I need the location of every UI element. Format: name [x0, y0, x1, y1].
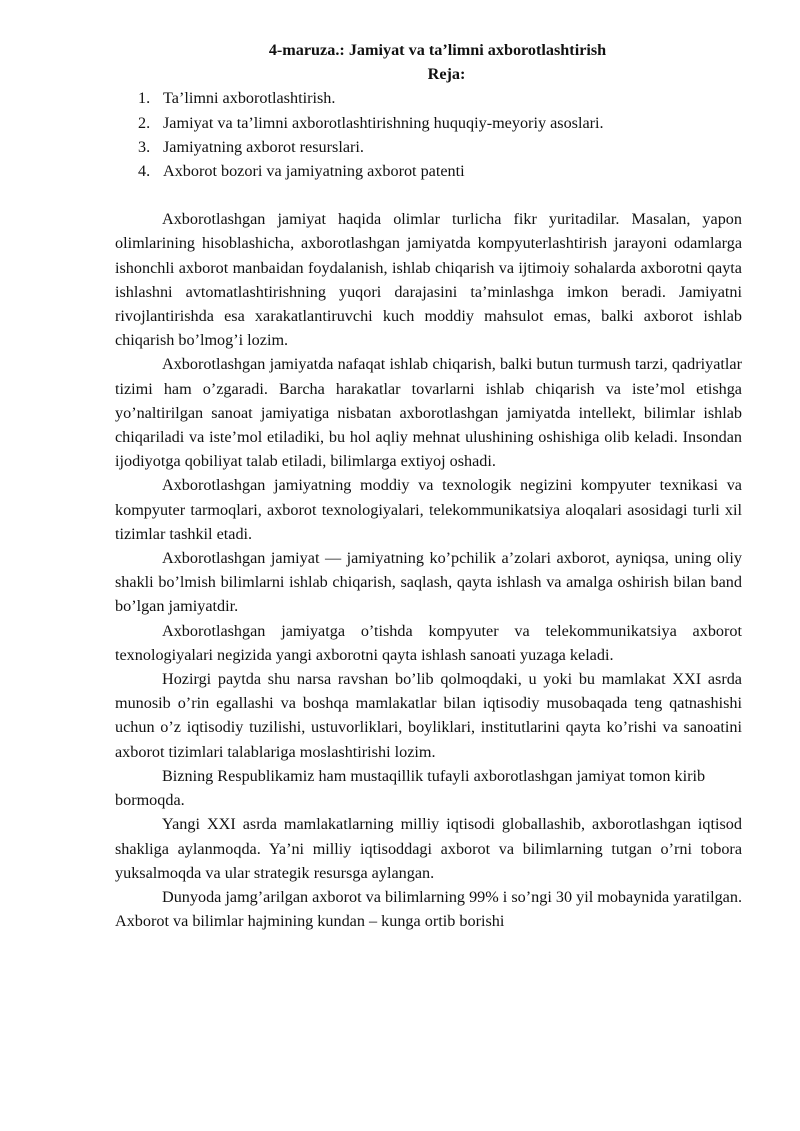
body-paragraph: Axborotlashgan jamiyatning moddiy va texnologik negizini kompyuter texnikasi va kompyuter tarmoqlari, axborot texnologiyalari, telekommunikatsiya aloqalari asosidagi turli xil tizimlar tashkil etadi. [115, 476, 742, 543]
body-paragraph: Axborotlashgan jamiyat — jamiyatning ko’pchilik a’zolari axborot, ayniqsa, uning oliy shakli bo’lmish bilimlarni ishlab chiqarish, saqlash, qayta ishlash va amalga oshirish bilan band bo’lgan jamiyatdir. [115, 549, 742, 616]
plan-heading: Reja: [427, 65, 466, 84]
plan-item-number: 3. [138, 137, 151, 156]
lecture-title: 4-maruza.: Jamiyat va ta’limni axborotlashtirish [268, 41, 607, 59]
document-page [115, 38, 742, 933]
body-paragraph: Axborotlashgan jamiyat haqida olimlar turlicha fikr yuritadilar. Masalan, yapon olimlarining hisoblashicha, axborotlashgan jamiyatda kompyuterlashtirish jarayoni odamlarga ishonchli axborot manbaidan foydalanish, ishlab chiqarish va ijtimoiy sohalarda axborotni qayta ishlashni avtomatlashtirishning yuqori darajasini ta’minlashga imkon beradi. Jamiyatni rivojlantirishda esa xarakatlantiruvchi kuch moddiy mahsulot emas, balki axborot ishlab chiqarish bo’lmog’i lozim. [115, 210, 742, 350]
plan-item-number: 4. [138, 162, 151, 181]
body-paragraph: Dunyoda jamg’arilgan axborot va bilimlarning 99% i so’ngi 30 yil mobaynida yaratilgan. Axborot va bilimlar hajmining kundan – kunga ortib borishi [115, 887, 742, 931]
plan-item-text: Ta’limni axborotlashtirish. [163, 89, 336, 108]
body-paragraph: Axborotlashgan jamiyatda nafaqat ishlab chiqarish, balki butun turmush tarzi, qadriyatlar tizimi ham o’zgaradi. Barcha harakatlar tovarlarni ishlab chiqarish va iste’mol etishga yo’naltirilgan sanoat jamiyatiga nisbatan axborotlashgan jamiyatda intellekt, bilimlar ishlab chiqariladi va iste’mol etiladiki, bu hol aqliy mehnat ulushining oshishiga olib keladi. Insondan ijodiyotga qobiliyat talab etiladi, bilimlarga extiyoj oshadi. [115, 355, 742, 471]
blank-line [115, 183, 742, 207]
plan-item [115, 111, 742, 135]
plan-item-text: Axborot bozori va jamiyatning axborot patenti [163, 162, 465, 181]
plan-list [115, 86, 742, 183]
plan-item [115, 86, 742, 110]
body-paragraph: Axborotlashgan jamiyatga o’tishda kompyuter va telekommunikatsiya axborot texnologiyalari negizida yangi axborotni qayta ishlash sanoati yuzaga keladi. [115, 621, 742, 664]
body-paragraph: Yangi XXI asrda mamlakatlarning milliy iqtisodi globallashib, axborotlashgan iqtisod shakliga aylanmoqda. Ya’ni milliy iqtisoddagi axborot va bilimlarning tutgan o’rni tobora yuksalmoqda va ular strategik resursga aylangan. [115, 815, 742, 882]
plan-item-text: Jamiyatning axborot resurslari. [163, 137, 364, 156]
body-paragraph: Hozirgi paytda shu narsa ravshan bo’lib qolmoqdaki, u yoki bu mamlakat XXI asrda munosib o’rin egallashi va boshqa mamlakatlar bilan iqtisodiy musobaqada teng qatnashishi uchun o’z iqtisodiy tuzilishi, ustuvorliklari, boyliklari, institutlarini qayta ko’rishi va sanoatini axborot tizimlari talablariga moslashtirishi lozim. [115, 670, 742, 761]
plan-item [115, 159, 742, 183]
plan-item [115, 135, 742, 159]
plan-item-text: Jamiyat va ta’limni axborotlashtirishning huquqiy-meyoriy asoslari. [163, 113, 604, 132]
plan-item-number: 1. [138, 89, 151, 108]
plan-item-number: 2. [138, 113, 151, 132]
body-paragraph: Bizning Respublikamiz ham mustaqillik tufayli axborotlashgan jamiyat tomon kirib bormoqda. [115, 766, 706, 810]
